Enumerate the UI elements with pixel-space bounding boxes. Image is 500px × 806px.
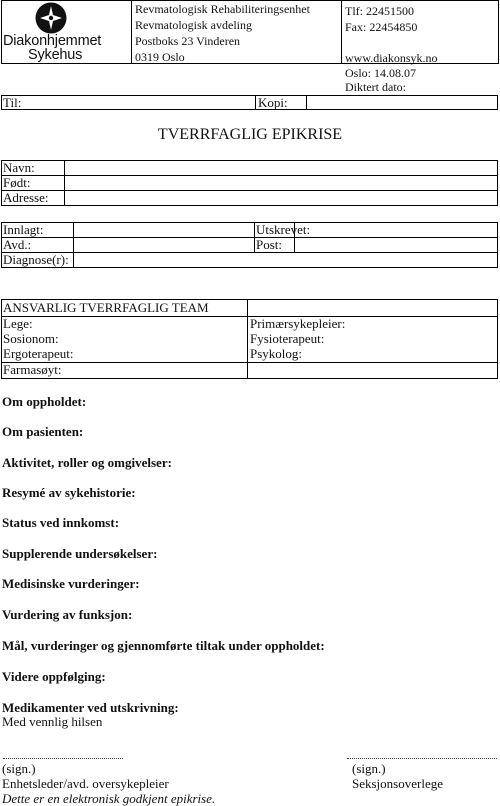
admitted-label: Innlagt: [3, 222, 44, 237]
logo-name-line1: Diakonhjemmet [3, 33, 102, 49]
right-sign-mark: (sign.) [352, 761, 386, 776]
unit-line-4: 0319 Oslo [135, 50, 185, 64]
patient-name-label: Navn: [3, 160, 35, 175]
section-heading: Om pasienten: [2, 424, 84, 439]
section-heading: Medisinske vurderinger: [2, 576, 140, 591]
logo-name-line2: Sykehus [28, 47, 83, 63]
patient-address-label: Adresse: [3, 190, 49, 205]
right-signature-line [347, 758, 497, 759]
post-label: Post: [256, 237, 283, 252]
right-signer-title: Seksjonsoverlege [352, 776, 443, 791]
section-heading: Medikamenter ved utskrivning: [2, 700, 179, 715]
unit-line-3: Postboks 23 Vinderen [135, 34, 241, 48]
dictated-date-label: Diktert dato: [345, 80, 406, 94]
patient-info-table [1, 160, 498, 206]
team-social-worker-label: Sosionom: [3, 331, 59, 346]
section-heading: Resymé av sykehistorie: [2, 485, 136, 500]
diakonhjemmet-cross-logo-icon [34, 2, 68, 34]
team-heading: ANSVARLIG TVERRFAGLIG TEAM [3, 300, 209, 315]
team-doctor-label: Lege: [3, 316, 33, 331]
copy-label: Kopi: [258, 95, 288, 110]
electronic-approval-note: Dette er en elektronisk godkjent epikrise. [2, 791, 216, 806]
section-heading: Om oppholdet: [2, 394, 87, 409]
department-label: Avd.: [3, 237, 32, 252]
section-heading: Videre oppfølging: [2, 669, 106, 684]
discharged-label: Utskrevet: [256, 222, 311, 237]
section-heading: Status ved innkomst: [2, 515, 120, 530]
section-heading: Aktivitet, roller og omgivelser: [2, 455, 172, 470]
team-occupational-therapist-label: Ergoterapeut: [3, 346, 74, 361]
team-pharmacist-label: Farmasøyt: [3, 362, 62, 377]
section-heading: Mål, vurderinger og gjennomførte tiltak under oppholdet: [2, 638, 325, 653]
team-primary-nurse-label: Primærsykepleier: [250, 316, 346, 331]
team-psychologist-label: Psykolog: [250, 346, 303, 361]
left-sign-mark: (sign.) [2, 761, 36, 776]
unit-line-2: Revmatologisk avdeling [135, 18, 252, 32]
page-title: TVERRFAGLIG EPIKRISE [157, 126, 343, 143]
section-heading: Supplerende undersøkelser: [2, 546, 158, 561]
section-heading: Vurdering av funksjon: [2, 607, 133, 622]
phone-number: Tlf: 22451500 [345, 4, 414, 18]
website-link[interactable]: www.diakonsyk.no [345, 51, 438, 65]
left-signature-line [3, 758, 123, 759]
diagnosis-label: Diagnose(r): [3, 252, 69, 267]
recipients-row [1, 95, 498, 110]
patient-born-label: Født: [3, 175, 31, 190]
left-signer-title: Enhetsleder/avd. oversykepleier [2, 776, 169, 791]
unit-line-1: Revmatologisk Rehabiliteringsenhet [135, 2, 310, 16]
fax-number: Fax: 22454850 [345, 20, 418, 34]
to-label: Til: [3, 95, 22, 110]
closing-greeting: Med vennlig hilsen [2, 714, 103, 729]
admission-table [1, 222, 498, 268]
team-physiotherapist-label: Fysioterapeut: [250, 331, 325, 346]
document-date: Oslo: 14.08.07 [345, 66, 417, 80]
